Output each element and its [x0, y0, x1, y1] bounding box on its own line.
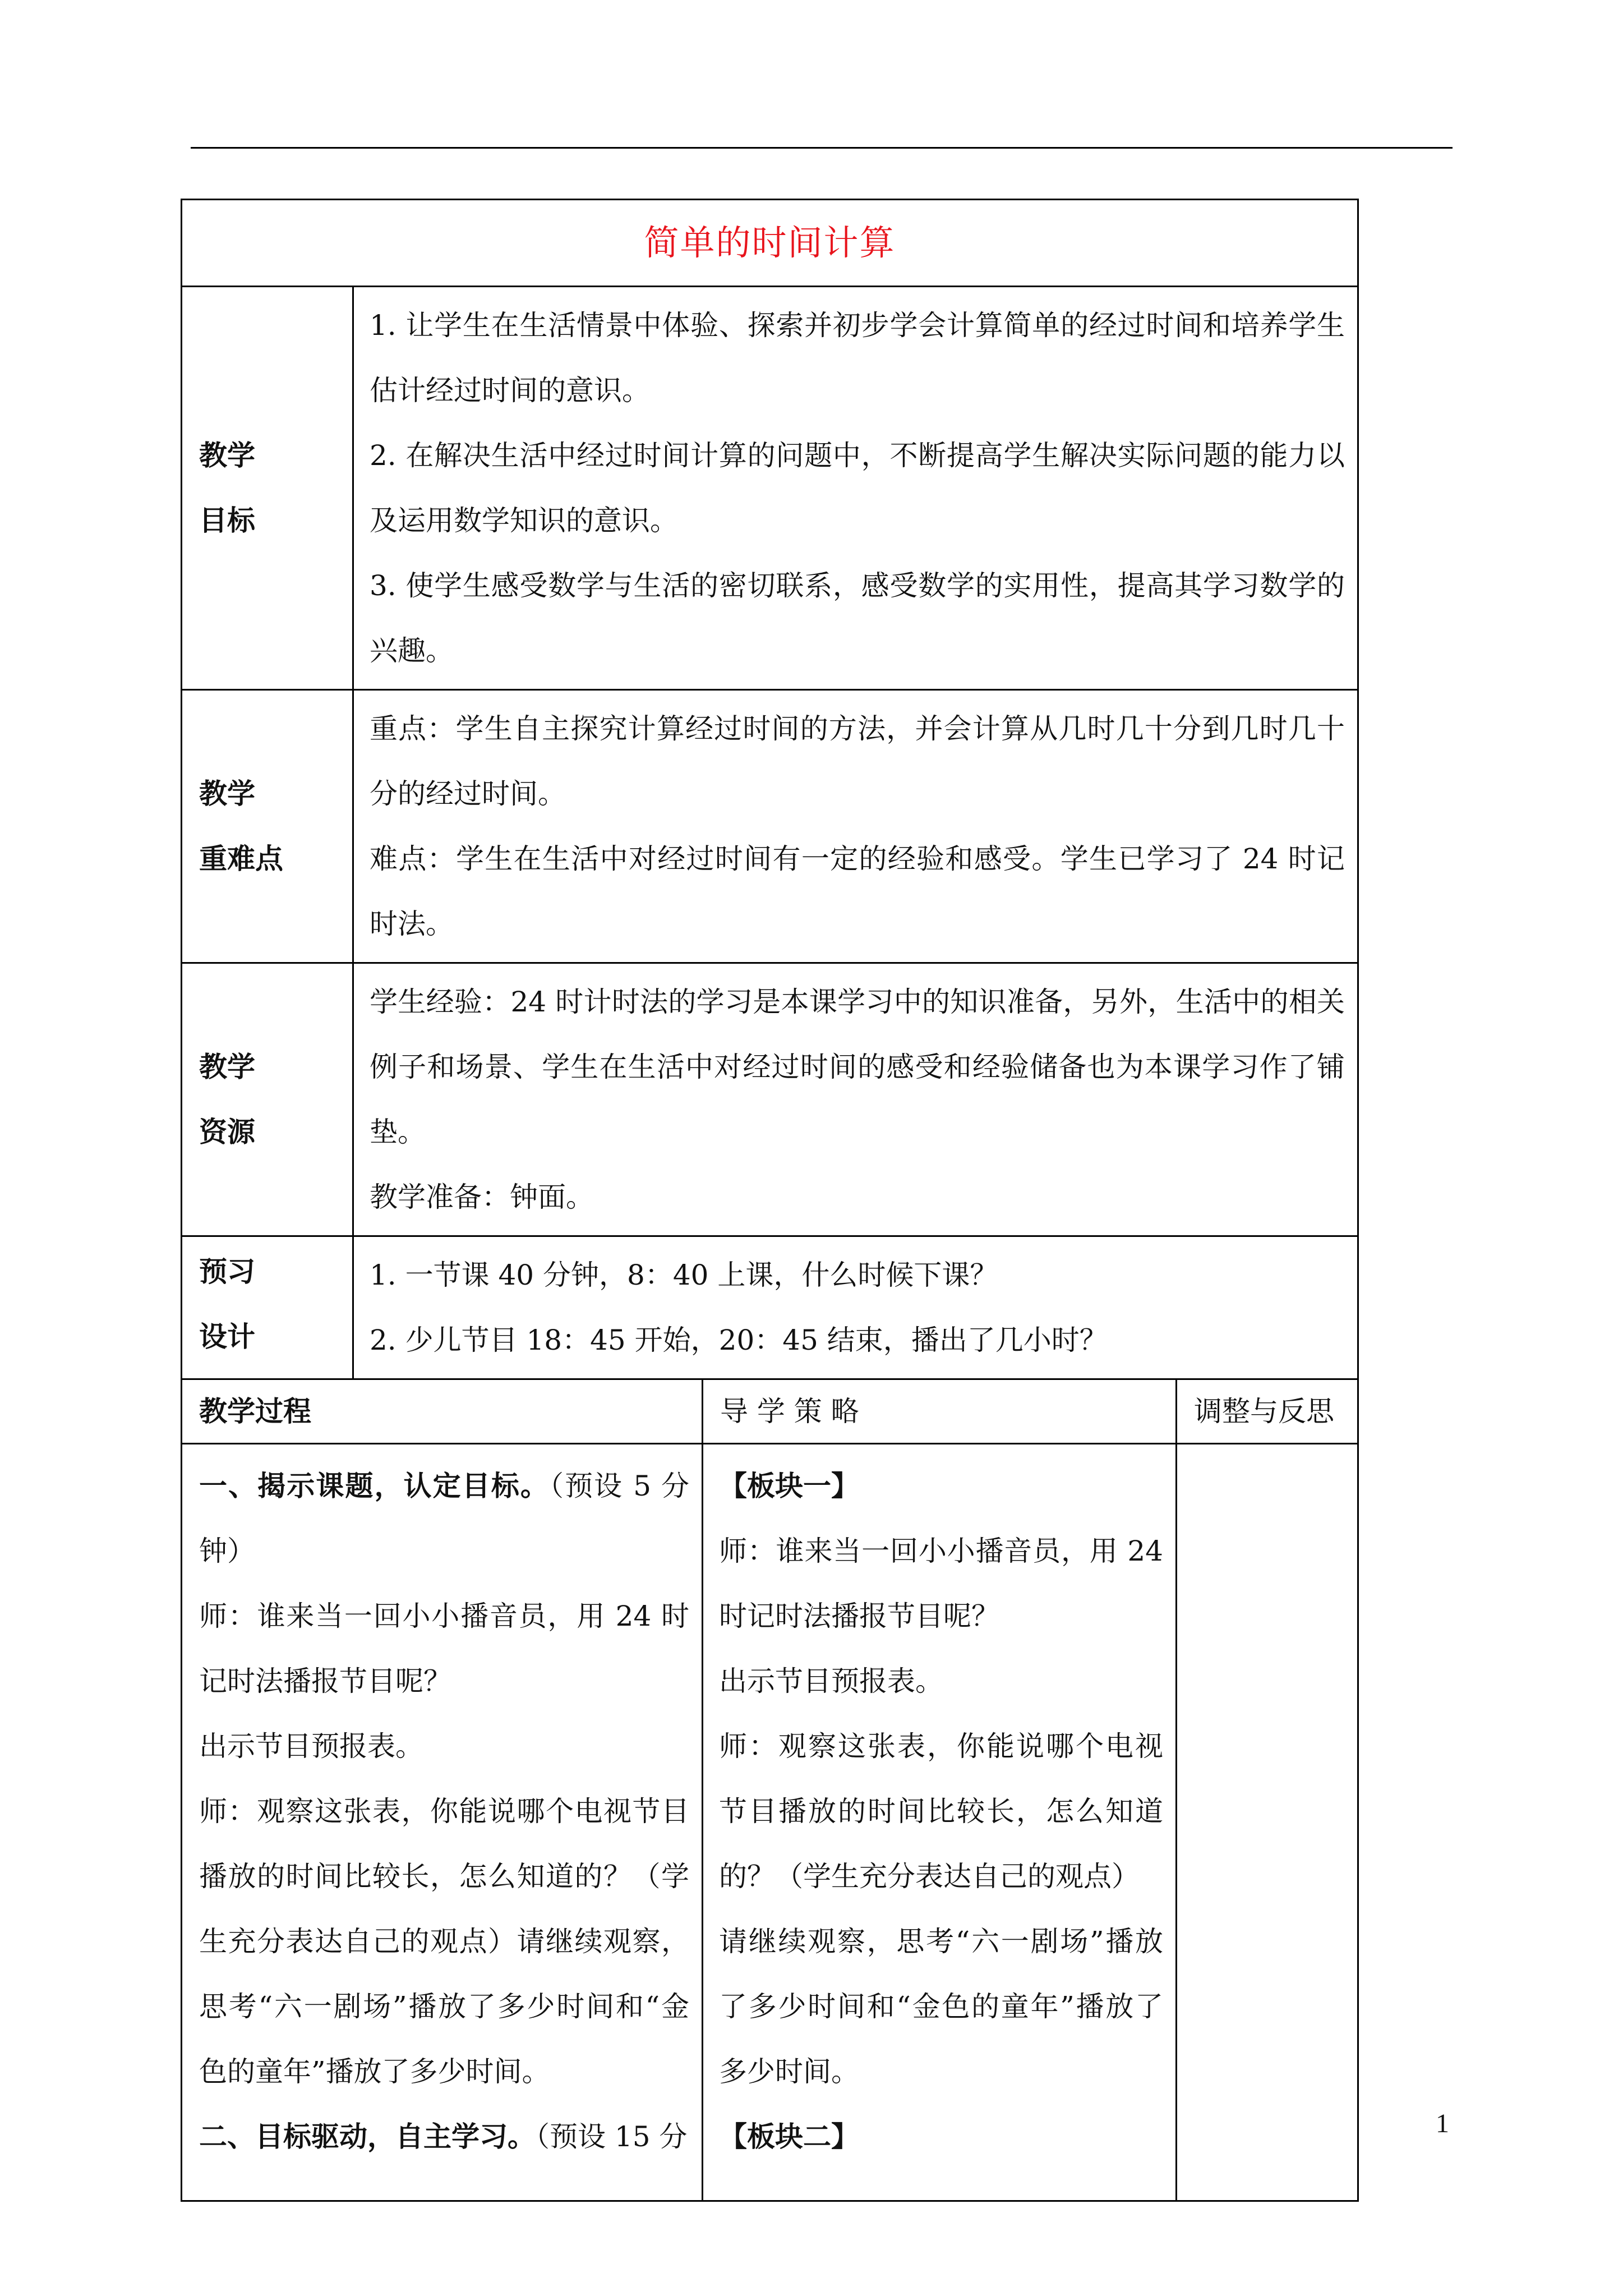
page-number: 1 — [1436, 2109, 1449, 2138]
preview-label-line1: 预习 — [199, 1255, 255, 1288]
strategy-paragraph: 师：观察这张表，你能说哪个电视节目播放的时间比较长，怎么知道的？（学生充分表达自己的观点） — [719, 1730, 1163, 1893]
process-paragraph: 出示节目预报表。 — [199, 1730, 423, 1763]
title-row — [182, 200, 1358, 287]
objective-item: 2. 在解决生活中经过时间计算的问题中，不断提高学生解决实际问题的能力以及运用数学知识的意识。 — [370, 439, 1345, 537]
preview-item: 1. 一节课 40 分钟，8：40 上课，什么时候下课？ — [370, 1259, 998, 1291]
reflection-content — [1177, 1444, 1358, 2201]
resources-label-line2: 资源 — [199, 1115, 255, 1148]
process-header-row — [182, 1379, 1358, 1444]
reflection-header-label: 调整与反思 — [1177, 1379, 1358, 1444]
block-two-heading: 【板块二】 — [719, 2120, 859, 2153]
strategy-paragraph: 出示节目预报表。 — [719, 1665, 943, 1697]
process-paragraph: 师：观察这张表，你能说哪个电视节目播放的时间比较长，怎么知道的？（学生充分表达自己的观点）请继续观察，思考“六一剧场”播放了多少时间和“金色的童年”播放了多少时间。 — [199, 1795, 689, 2088]
objectives-content — [353, 287, 1358, 690]
process-header-label: 教学过程 — [182, 1379, 703, 1444]
key-points-content — [353, 690, 1358, 963]
strategy-header-label: 导 学 策 略 — [703, 1379, 1177, 1444]
strategy-paragraph: 师：谁来当一回小小播音员，用 24 时记时法播报节目呢？ — [719, 1535, 1163, 1632]
strategy-content — [703, 1444, 1177, 2201]
block-one-heading: 【板块一】 — [719, 1469, 859, 1502]
process-paragraph: 师：谁来当一回小小播音员，用 24 时记时法播报节目呢？ — [199, 1600, 689, 1697]
resource-item: 教学准备：钟面。 — [370, 1181, 594, 1213]
objectives-label-line2: 目标 — [199, 504, 255, 537]
process-step-1-note: （预设 5 分钟） — [199, 1470, 689, 1567]
header-rule — [191, 147, 1453, 149]
resources-content — [353, 963, 1358, 1236]
key-points-label — [182, 690, 353, 963]
resources-row — [182, 963, 1358, 1236]
resource-item: 学生经验：24 时计时法的学习是本课学习中的知识准备，另外，生活中的相关例子和场景、学生在生活中对经过时间的感受和经验储备也为本课学习作了铺垫。 — [370, 986, 1345, 1148]
resources-label-line1: 教学 — [199, 1050, 255, 1083]
resources-label — [182, 963, 353, 1236]
preview-item: 2. 少儿节目 18：45 开始，20：45 结束，播出了几小时？ — [370, 1324, 1108, 1356]
preview-row — [182, 1236, 1358, 1379]
key-points-row — [182, 690, 1358, 963]
process-body-row — [182, 1444, 1358, 2201]
key-points-label-line1: 教学 — [199, 777, 255, 810]
strategy-paragraph: 请继续观察，思考“六一剧场”播放了多少时间和“金色的童年”播放了多少时间。 — [719, 1925, 1163, 2088]
objective-item: 3. 使学生感受数学与生活的密切联系，感受数学的实用性，提高其学习数学的兴趣。 — [370, 569, 1345, 667]
objectives-label — [182, 287, 353, 690]
key-point-item: 重点：学生自主探究计算经过时间的方法，并会计算从几时几十分到几时几十分的经过时间。 — [370, 712, 1345, 810]
key-point-item: 难点：学生在生活中对经过时间有一定的经验和感受。学生已学习了 24 时记时法。 — [370, 843, 1345, 940]
objectives-label-line1: 教学 — [199, 439, 255, 472]
preview-label — [182, 1236, 353, 1379]
objectives-row — [182, 287, 1358, 690]
process-step-1-heading: 一、揭示课题，认定目标。 — [199, 1469, 550, 1502]
process-step-2-note: （预设 15 分 — [536, 2120, 688, 2153]
process-step-2 — [199, 2104, 689, 2169]
process-step-1 — [199, 1453, 689, 1584]
lesson-plan-table — [181, 199, 1359, 2202]
objective-item: 1. 让学生在生活情景中体验、探索并初步学会计算简单的经过时间和培养学生估计经过时间的意识。 — [370, 309, 1345, 407]
process-left-content — [182, 1444, 703, 2201]
key-points-label-line2: 重难点 — [199, 842, 283, 875]
preview-label-line2: 设计 — [199, 1320, 255, 1353]
process-step-2-heading: 二、目标驱动，自主学习。 — [199, 2120, 536, 2153]
document-title: 简单的时间计算 — [182, 200, 1358, 287]
preview-content — [353, 1236, 1358, 1379]
